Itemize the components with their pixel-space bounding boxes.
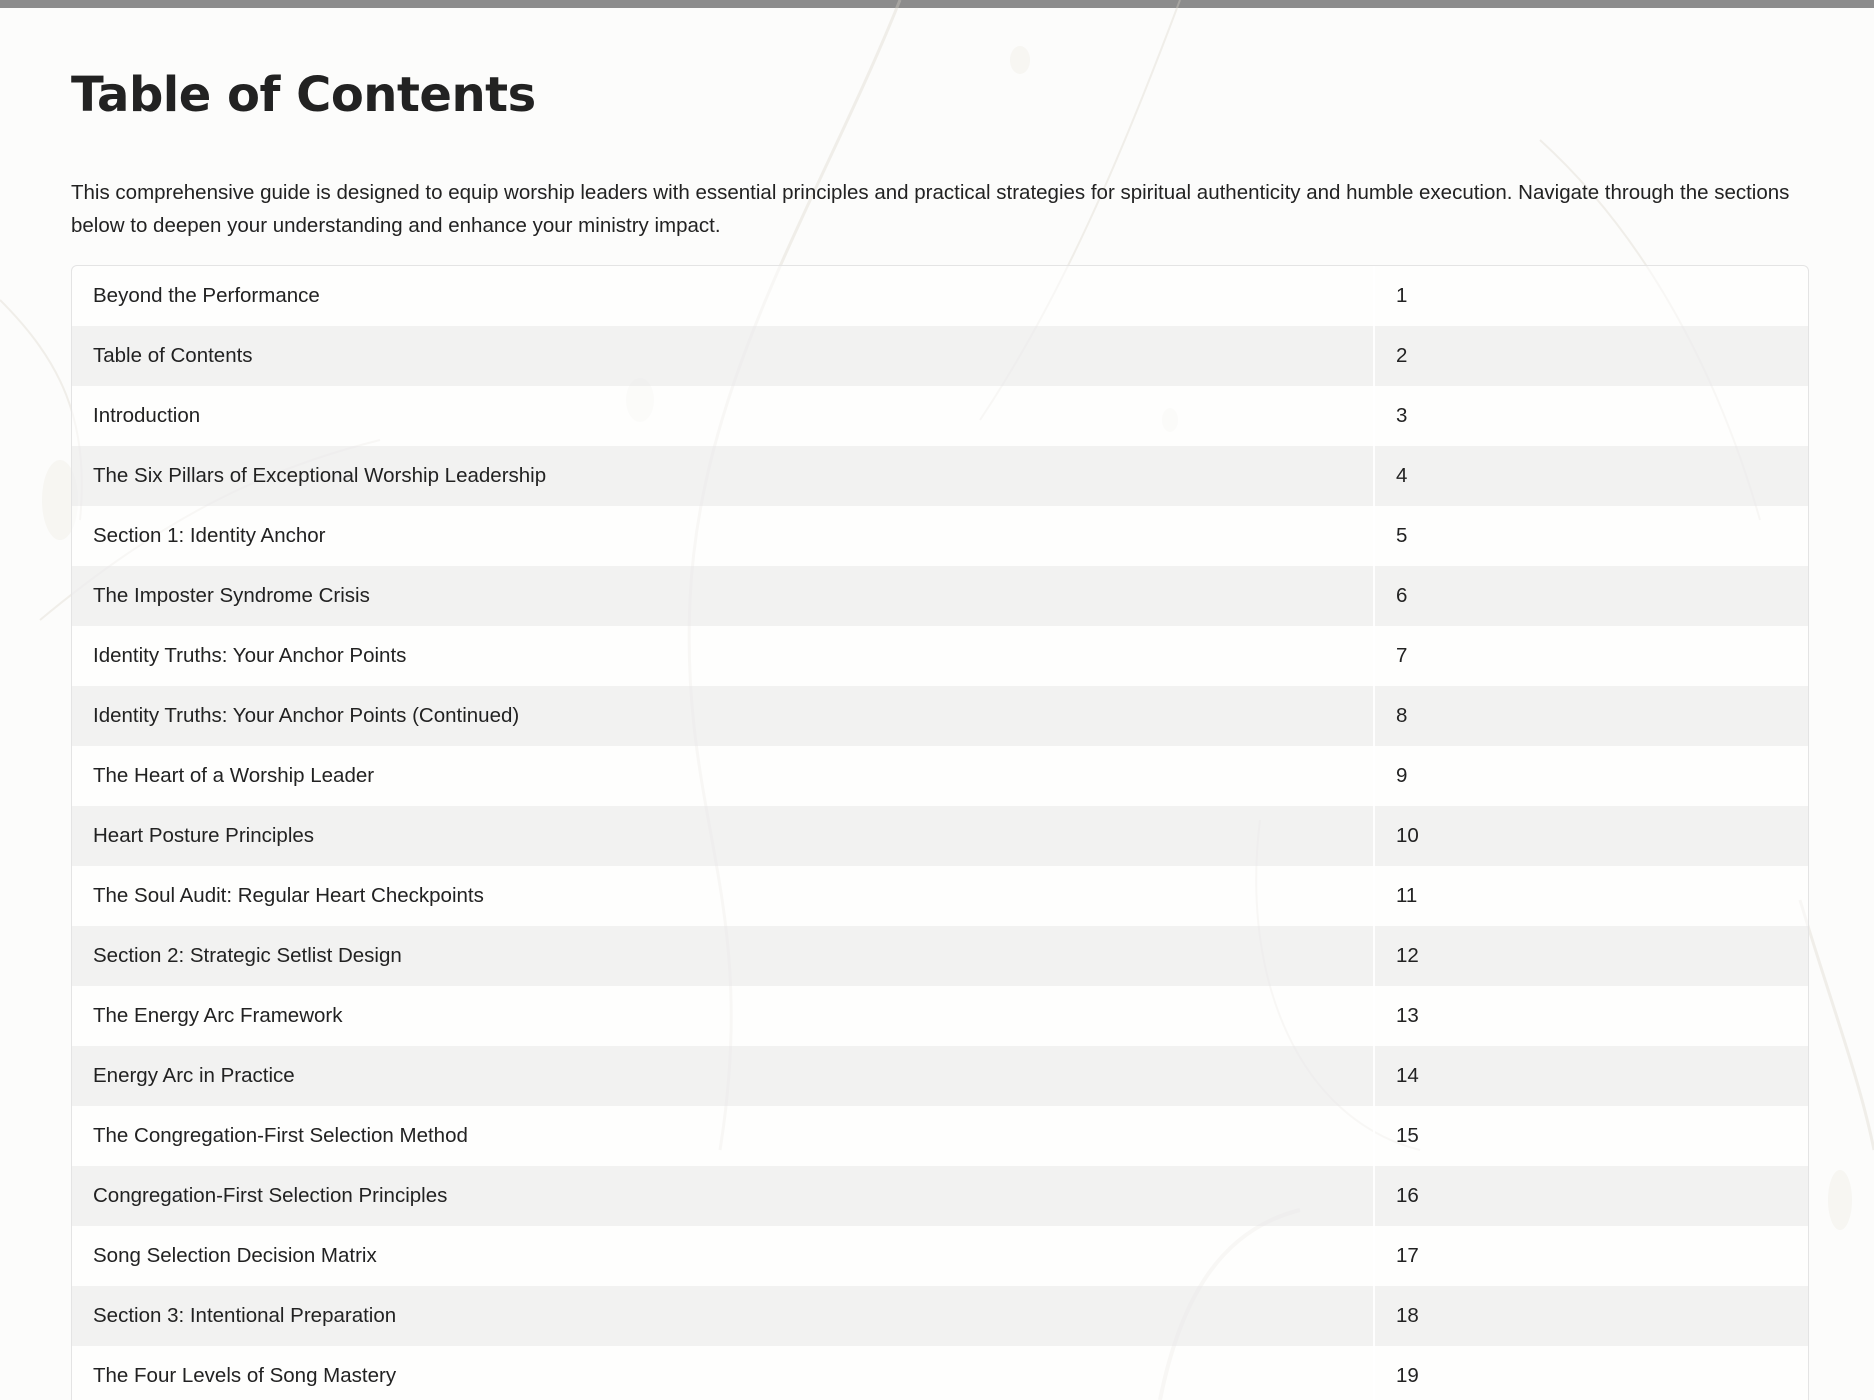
toc-entry-title[interactable]: The Congregation-First Selection Method xyxy=(72,1106,1375,1166)
toc-entry-page: 18 xyxy=(1396,1304,1419,1327)
toc-entry-page: 16 xyxy=(1396,1184,1419,1207)
toc-entry-title[interactable]: The Energy Arc Framework xyxy=(72,986,1375,1046)
toc-row[interactable] xyxy=(72,1106,1808,1166)
toc-entry-title[interactable]: Identity Truths: Your Anchor Points xyxy=(72,626,1375,686)
toc-row[interactable] xyxy=(72,926,1808,986)
toc-row[interactable] xyxy=(72,866,1808,926)
toc-entry-page: 19 xyxy=(1396,1364,1419,1387)
toc-entry-page: 15 xyxy=(1396,1124,1419,1147)
toc-entry-page: 8 xyxy=(1396,704,1408,727)
toc-entry-title[interactable]: Heart Posture Principles xyxy=(72,806,1375,866)
toc-row[interactable] xyxy=(72,806,1808,866)
toc-entry-title[interactable]: The Four Levels of Song Mastery xyxy=(72,1346,1375,1400)
toc-entry-title[interactable]: Table of Contents xyxy=(72,326,1375,386)
toc-entry-page: 12 xyxy=(1396,944,1419,967)
toc-entry-page: 11 xyxy=(1396,884,1418,907)
toc-row[interactable] xyxy=(72,566,1808,626)
toc-entry-page: 7 xyxy=(1396,644,1408,667)
toc-row[interactable] xyxy=(72,446,1808,506)
toc-entry-page: 10 xyxy=(1396,824,1419,847)
page-content xyxy=(71,60,1808,1400)
toc-row[interactable] xyxy=(72,506,1808,566)
toc-entry-page: 3 xyxy=(1396,404,1408,427)
toc-entry-page: 2 xyxy=(1396,344,1408,367)
toc-row[interactable] xyxy=(72,1046,1808,1106)
toc-entry-page: 4 xyxy=(1396,464,1408,487)
toc-row[interactable] xyxy=(72,746,1808,806)
toc-entry-page: 9 xyxy=(1396,764,1408,787)
intro-paragraph: This comprehensive guide is designed to equip worship leaders with essential principles and practical strategies for spiritual authenticity and humble execution. Navigate through the sections below to deepen your understanding and enhance your ministry impact. xyxy=(71,181,1790,237)
page-title: Table of Contents xyxy=(71,67,536,123)
toc-entry-title[interactable]: The Heart of a Worship Leader xyxy=(72,746,1375,806)
top-bar xyxy=(0,0,1874,8)
toc-entry-title[interactable]: Song Selection Decision Matrix xyxy=(72,1226,1375,1286)
toc-row[interactable] xyxy=(72,626,1808,686)
toc-entry-page: 17 xyxy=(1396,1244,1419,1267)
toc-entry-title[interactable]: Section 1: Identity Anchor xyxy=(72,506,1375,566)
toc-row[interactable] xyxy=(72,986,1808,1046)
toc-entry-title[interactable]: Energy Arc in Practice xyxy=(72,1046,1375,1106)
toc-entry-title[interactable]: The Imposter Syndrome Crisis xyxy=(72,566,1375,626)
toc-row[interactable] xyxy=(72,326,1808,386)
toc-entry-title[interactable]: Section 2: Strategic Setlist Design xyxy=(72,926,1375,986)
toc-entry-title[interactable]: Introduction xyxy=(72,386,1375,446)
toc-row[interactable] xyxy=(72,1346,1808,1400)
toc-entry-title[interactable]: Section 3: Intentional Preparation xyxy=(72,1286,1375,1346)
toc-entry-title[interactable]: Congregation-First Selection Principles xyxy=(72,1166,1375,1226)
toc-entry-page: 1 xyxy=(1396,284,1408,307)
toc-entry-title[interactable]: The Six Pillars of Exceptional Worship Leadership xyxy=(72,446,1375,506)
toc-row[interactable] xyxy=(72,1166,1808,1226)
toc-entry-page: 13 xyxy=(1396,1004,1419,1027)
toc-entry-title[interactable]: The Soul Audit: Regular Heart Checkpoints xyxy=(72,866,1375,926)
toc-entry-page: 5 xyxy=(1396,524,1408,547)
toc-row[interactable] xyxy=(72,1226,1808,1286)
toc-entry-page: 14 xyxy=(1396,1064,1419,1087)
toc-entry-title[interactable]: Beyond the Performance xyxy=(72,266,1375,326)
toc-table xyxy=(71,265,1809,1400)
toc-row[interactable] xyxy=(72,1286,1808,1346)
toc-row[interactable] xyxy=(72,266,1808,326)
toc-row[interactable] xyxy=(72,686,1808,746)
toc-entry-page: 6 xyxy=(1396,584,1408,607)
toc-row[interactable] xyxy=(72,386,1808,446)
toc-entry-title[interactable]: Identity Truths: Your Anchor Points (Continued) xyxy=(72,686,1375,746)
